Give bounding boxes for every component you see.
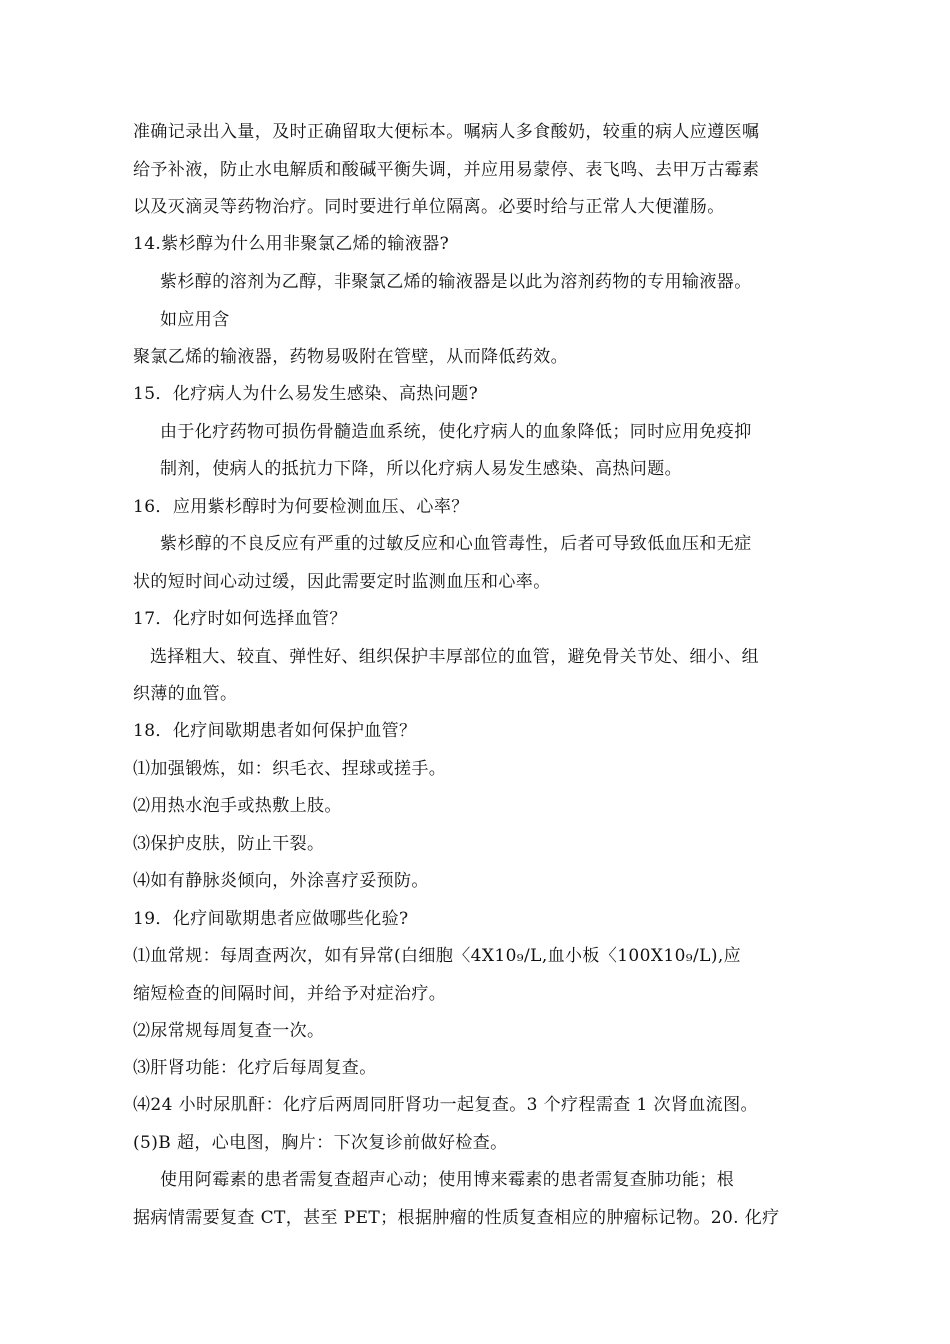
list-item: ⑵尿常规每周复查一次。 <box>133 1021 325 1041</box>
text-line: 由于化疗药物可损伤骨髓造血系统，使化疗病人的血象降低；同时应用免疫抑 <box>160 422 752 442</box>
text-line: 织薄的血管。 <box>133 684 238 704</box>
text-line: 缩短检查的间隔时间，并给予对症治疗。 <box>133 984 447 1004</box>
text-line: 据病情需要复查 CT，甚至 PET；根据肿瘤的性质复查相应的肿瘤标记物。20. 化疗 <box>133 1208 780 1228</box>
text-line: 使用阿霉素的患者需复查超声心动；使用博来霉素的患者需复查肺功能；根 <box>160 1170 735 1190</box>
text-line: 选择粗大、较直、弹性好、组织保护丰厚部位的血管，避免骨关节处、细小、组 <box>150 647 759 667</box>
list-item: ⑵用热水泡手或热敷上肢。 <box>133 796 342 816</box>
section-heading-18: 18．化疗间歇期患者如何保护血管？ <box>133 721 417 741</box>
text-line: 给予补液，防止水电解质和酸碱平衡失调，并应用易蒙停、表飞鸣、去甲万古霉素 <box>133 160 760 180</box>
text-line: 如应用含 <box>160 310 230 330</box>
section-heading-15: 15．化疗病人为什么易发生感染、高热问题? <box>133 384 479 404</box>
list-item: ⑶保护皮肤，防止干裂。 <box>133 834 325 854</box>
section-heading-19: 19．化疗间歇期患者应做哪些化验? <box>133 909 409 929</box>
section-heading-17: 17．化疗时如何选择血管？ <box>133 609 347 629</box>
list-item: ⑴加强锻炼，如：织毛衣、捏球或搓手。 <box>133 759 447 779</box>
text-line: 紫杉醇的溶剂为乙醇，非聚氯乙烯的输液器是以此为溶剂药物的专用输液器。 <box>160 272 752 292</box>
list-item: (5)B 超，心电图，胸片：下次复诊前做好检查。 <box>133 1133 508 1153</box>
text-line: 紫杉醇的不良反应有严重的过敏反应和心血管毒性，后者可导致低血压和无症 <box>160 534 752 554</box>
text-line: 准确记录出入量，及时正确留取大便标本。嘱病人多食酸奶，较重的病人应遵医嘱 <box>133 122 760 142</box>
list-item: ⑷如有静脉炎倾向，外涂喜疗妥预防。 <box>133 871 429 891</box>
list-item: ⑷24 小时尿肌酐：化疗后两周同肝肾功一起复查。3 个疗程需查 1 次肾血流图。 <box>133 1095 758 1115</box>
list-item: ⑴血常规：每周查两次，如有异常(白细胞〈4X10₉/L,血小板〈100X10₉/L),应 <box>133 946 742 966</box>
text-line: 状的短时间心动过缓，因此需要定时监测血压和心率。 <box>133 572 551 592</box>
section-heading-14: 14.紫杉醇为什么用非聚氯乙烯的输液器? <box>133 234 450 254</box>
text-line: 制剂，使病人的抵抗力下降，所以化疗病人易发生感染、高热问题。 <box>160 459 682 479</box>
text-line: 聚氯乙烯的输液器，药物易吸附在管壁，从而降低药效。 <box>133 347 568 367</box>
section-heading-16: 16．应用紫杉醇时为何要检测血压、心率？ <box>133 497 469 517</box>
list-item: ⑶肝肾功能：化疗后每周复查。 <box>133 1058 377 1078</box>
text-line: 以及灭滴灵等药物治疗。同时要进行单位隔离。必要时给与正常人大便灌肠。 <box>133 197 725 217</box>
